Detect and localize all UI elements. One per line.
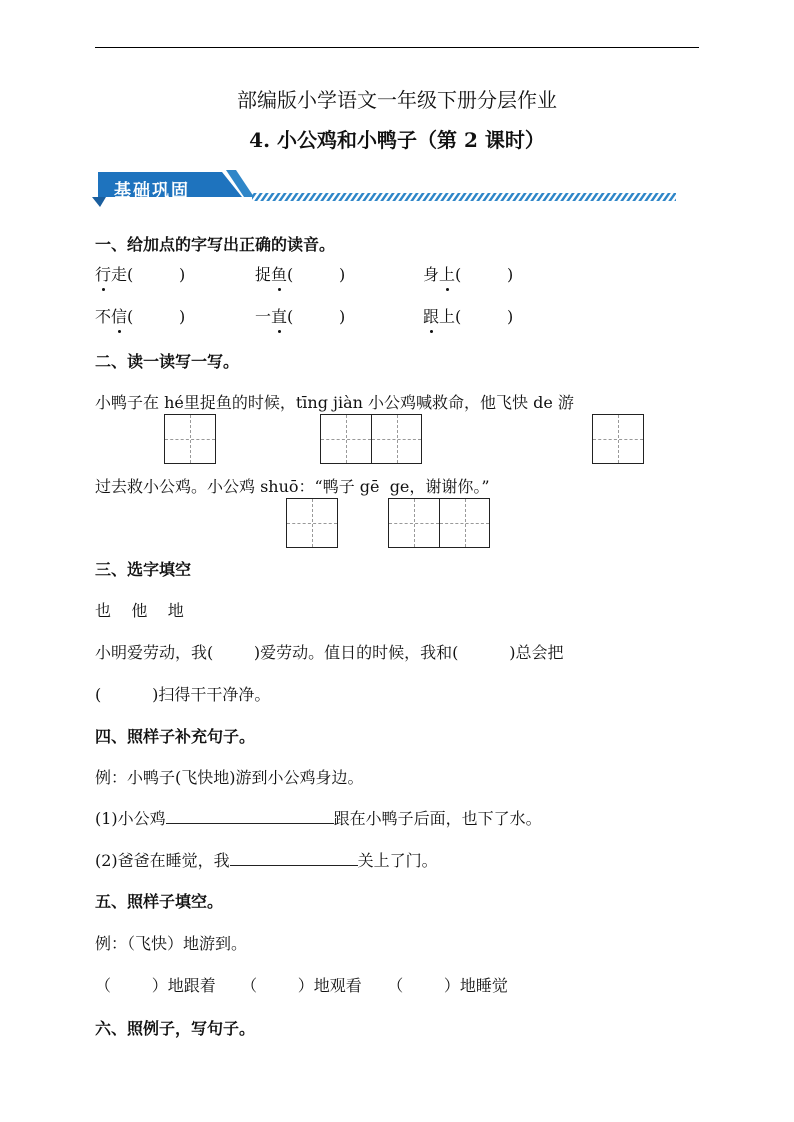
reading-line-2: 过去救小公鸡。小公鸡 shuō：“鸭子 gē ge，谢谢你。” (95, 477, 490, 496)
writing-grid[interactable] (592, 414, 644, 464)
section3-heading: 三、选字填空 (95, 560, 192, 579)
section2-heading: 二、读一读写一写。 (95, 352, 240, 371)
question-1: (1)小公鸡 跟在小鸭子后面，也下了水。 (95, 809, 542, 828)
writing-grid[interactable] (164, 414, 216, 464)
fill-phrases: （ ）地跟着 （ ）地观看 （ ）地睡觉 (95, 976, 508, 995)
fill-line-2: ( )扫得干干净净。 (95, 685, 271, 704)
lesson-title: 4. 小公鸡和小鸭子（第 2 课时） (249, 128, 545, 152)
answer-blank[interactable] (166, 809, 334, 824)
section6-heading: 六、照例子，写句子。 (95, 1019, 256, 1038)
example-sentence: 例：小鸭子(飞快地)游到小公鸡身边。 (95, 768, 364, 787)
pinyin-item: 一直( ) (255, 304, 345, 327)
pinyin-item: 捉鱼( ) (255, 262, 345, 285)
reading-line-1: 小鸭子在 hé里捉鱼的时候，tīng jiàn 小公鸡喊救命，他飞快 de 游 (95, 393, 574, 412)
pinyin-item: 行走( ) (95, 262, 185, 285)
series-title: 部编版小学语文一年级下册分层作业 (237, 88, 557, 112)
pinyin-item: 不信( ) (95, 304, 185, 327)
example-phrase: 例：（飞快）地游到。 (95, 934, 248, 953)
section5-heading: 五、照样子填空。 (95, 892, 224, 911)
banner-label: 基础巩固 (114, 181, 190, 201)
writing-grid[interactable] (320, 414, 422, 464)
section1-heading: 一、给加点的字写出正确的读音。 (95, 235, 336, 254)
answer-blank[interactable] (230, 851, 358, 866)
section4-heading: 四、照样子补充句子。 (95, 727, 256, 746)
word-options: 也 他 地 (95, 601, 184, 620)
pinyin-item: 身上( ) (423, 262, 513, 285)
question-2: (2)爸爸在睡觉，我 关上了门。 (95, 851, 438, 870)
writing-grid[interactable] (286, 498, 338, 548)
pinyin-item: 跟上( ) (423, 304, 513, 327)
fill-line-1: 小明爱劳动，我( )爱劳动。值日的时候，我和( )总会把 (95, 643, 564, 662)
writing-grid[interactable] (388, 498, 490, 548)
top-rule (95, 47, 699, 48)
